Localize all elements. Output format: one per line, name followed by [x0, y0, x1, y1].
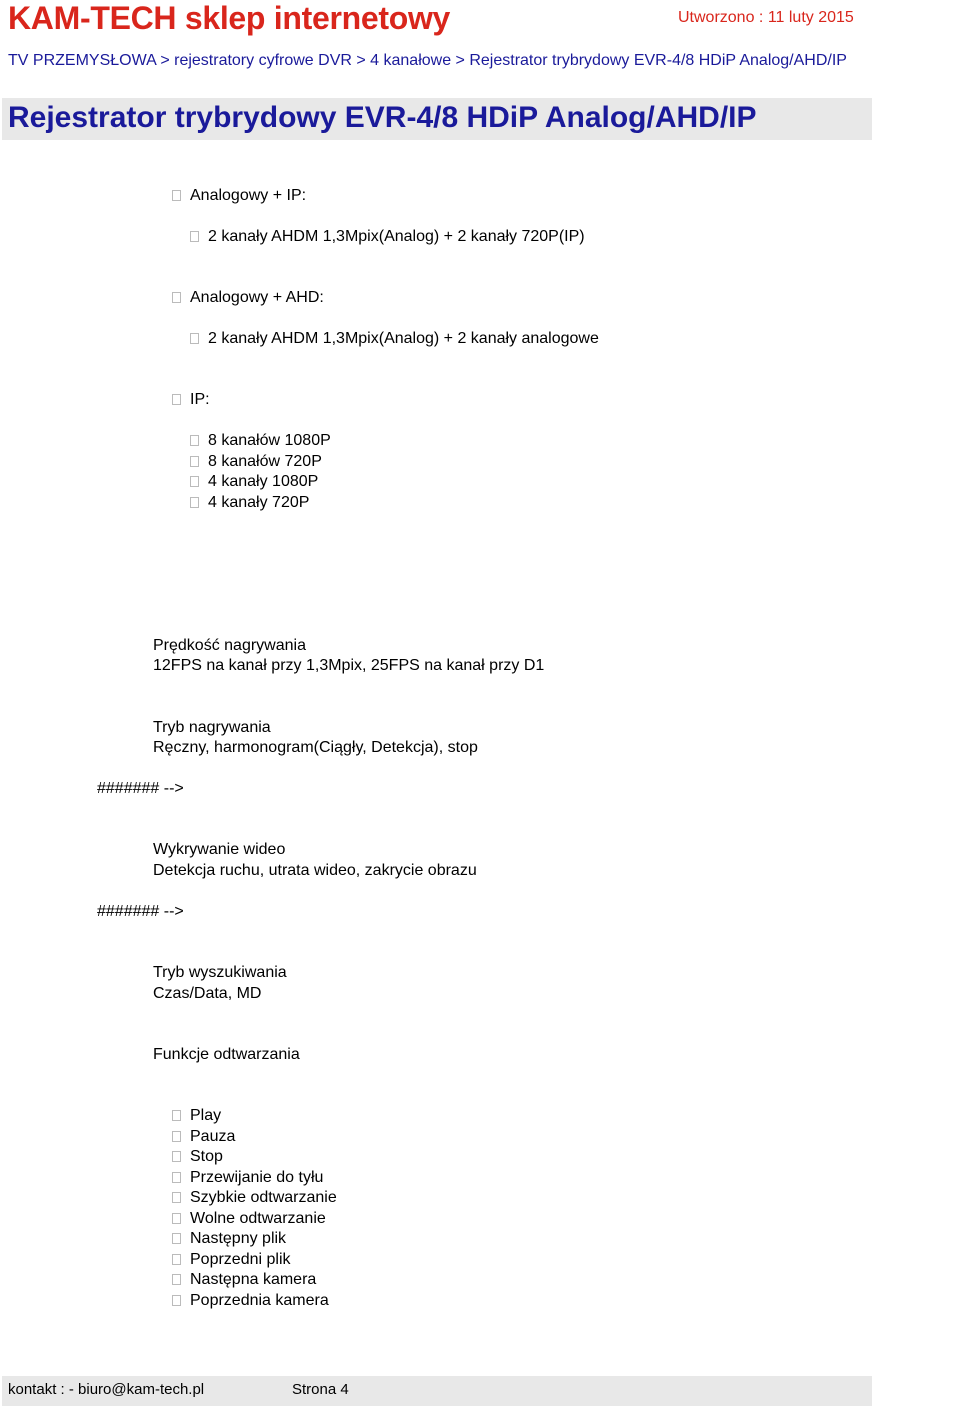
page-number: Strona 4	[292, 1381, 349, 1398]
shop-title: KAM-TECH sklep internetowy	[8, 0, 451, 36]
created-date: Utworzono : 11 luty 2015	[678, 9, 854, 26]
marker-text: ####### -->	[97, 903, 184, 920]
bullet-icon	[172, 1233, 181, 1244]
playback-function: Play	[190, 1107, 222, 1124]
mode-sub-item	[190, 452, 322, 472]
playback-function: Szybkie odtwarzanie	[190, 1189, 337, 1207]
mode-label: Analogowy + AHD:	[190, 289, 324, 306]
bullet-icon	[190, 476, 199, 487]
bullet-icon	[172, 1192, 181, 1203]
playback-label: Funkcje odtwarzania	[153, 1046, 300, 1063]
mode-item	[172, 288, 324, 308]
bullet-icon	[172, 292, 181, 303]
bullet-icon	[172, 1151, 181, 1162]
footer-contact[interactable]: kontakt : - biuro@kam-tech.pl	[8, 1381, 205, 1398]
mode-sub-item	[190, 472, 318, 492]
mode-sub-item	[190, 329, 599, 349]
playback-function: Następny plik	[190, 1230, 287, 1248]
search-mode-label: Tryb wyszukiwania	[153, 964, 287, 981]
search-mode-value: Czas/Data, MD	[153, 985, 262, 1002]
recording-speed-value: 12FPS na kanał przy 1,3Mpix, 25FPS na kanał przy D1	[153, 657, 545, 674]
mode-label: Analogowy + IP:	[190, 187, 307, 204]
mode-sub-label: 8 kanałów 1080P	[208, 432, 331, 449]
list-item	[172, 1229, 337, 1250]
bullet-icon	[172, 1274, 181, 1285]
list-item	[172, 1127, 337, 1148]
mode-item	[172, 390, 210, 410]
mode-label: IP:	[190, 391, 210, 408]
list-item	[172, 1168, 337, 1189]
bullet-icon	[172, 1131, 181, 1142]
playback-function: Następna kamera	[190, 1271, 317, 1289]
recording-speed-label: Prędkość nagrywania	[153, 637, 306, 654]
video-detection-label: Wykrywanie wideo	[153, 841, 286, 858]
list-item	[172, 1147, 337, 1168]
playback-function: Stop	[190, 1148, 223, 1166]
list-item	[172, 1270, 337, 1291]
playback-list	[172, 1106, 337, 1311]
mode-sub-item	[190, 227, 585, 247]
bullet-icon	[172, 1110, 181, 1121]
recording-mode-value: Ręczny, harmonogram(Ciągły, Detekcja), stop	[153, 739, 478, 756]
list-item	[172, 1250, 337, 1271]
playback-function: Pauza	[190, 1127, 236, 1145]
mode-sub-label: 4 kanały 720P	[208, 494, 310, 511]
mode-item	[172, 186, 306, 206]
playback-function: Poprzedni plik	[190, 1250, 291, 1268]
list-item	[172, 1291, 337, 1312]
bullet-icon	[172, 1254, 181, 1265]
bullet-icon	[172, 394, 181, 405]
mode-sub-label: 2 kanały AHDM 1,3Mpix(Analog) + 2 kanały analogowe	[208, 330, 599, 347]
page-title: Rejestrator trybrydowy EVR-4/8 HDiP Analog/AHD/IP	[8, 101, 757, 134]
mode-sub-item	[190, 431, 331, 451]
marker-text: ####### -->	[97, 780, 184, 797]
list-item	[172, 1106, 337, 1127]
playback-function: Przewijanie do tyłu	[190, 1168, 324, 1186]
mode-sub-label: 4 kanały 1080P	[208, 473, 319, 490]
mode-sub-label: 2 kanały AHDM 1,3Mpix(Analog) + 2 kanały 720P(IP)	[208, 228, 585, 245]
mode-sub-item	[190, 493, 309, 513]
playback-function: Wolne odtwarzanie	[190, 1209, 326, 1227]
video-detection-value: Detekcja ruchu, utrata wideo, zakrycie obrazu	[153, 862, 477, 879]
bullet-icon	[172, 1213, 181, 1224]
bullet-icon	[172, 1172, 181, 1183]
bullet-icon	[190, 231, 199, 242]
bullet-icon	[190, 333, 199, 344]
recording-mode-label: Tryb nagrywania	[153, 719, 271, 736]
mode-sub-label: 8 kanałów 720P	[208, 453, 322, 470]
bullet-icon	[172, 1295, 181, 1306]
bullet-icon	[172, 190, 181, 201]
breadcrumb[interactable]: TV PRZEMYSŁOWA > rejestratory cyfrowe DVR > 4 kanałowe > Rejestrator trybrydowy EVR-4/8 HDiP Analog/AHD/IP	[8, 52, 847, 69]
list-item	[172, 1188, 337, 1209]
list-item	[172, 1209, 337, 1230]
bullet-icon	[190, 456, 199, 467]
playback-function: Poprzednia kamera	[190, 1291, 329, 1309]
bullet-icon	[190, 435, 199, 446]
bullet-icon	[190, 497, 199, 508]
